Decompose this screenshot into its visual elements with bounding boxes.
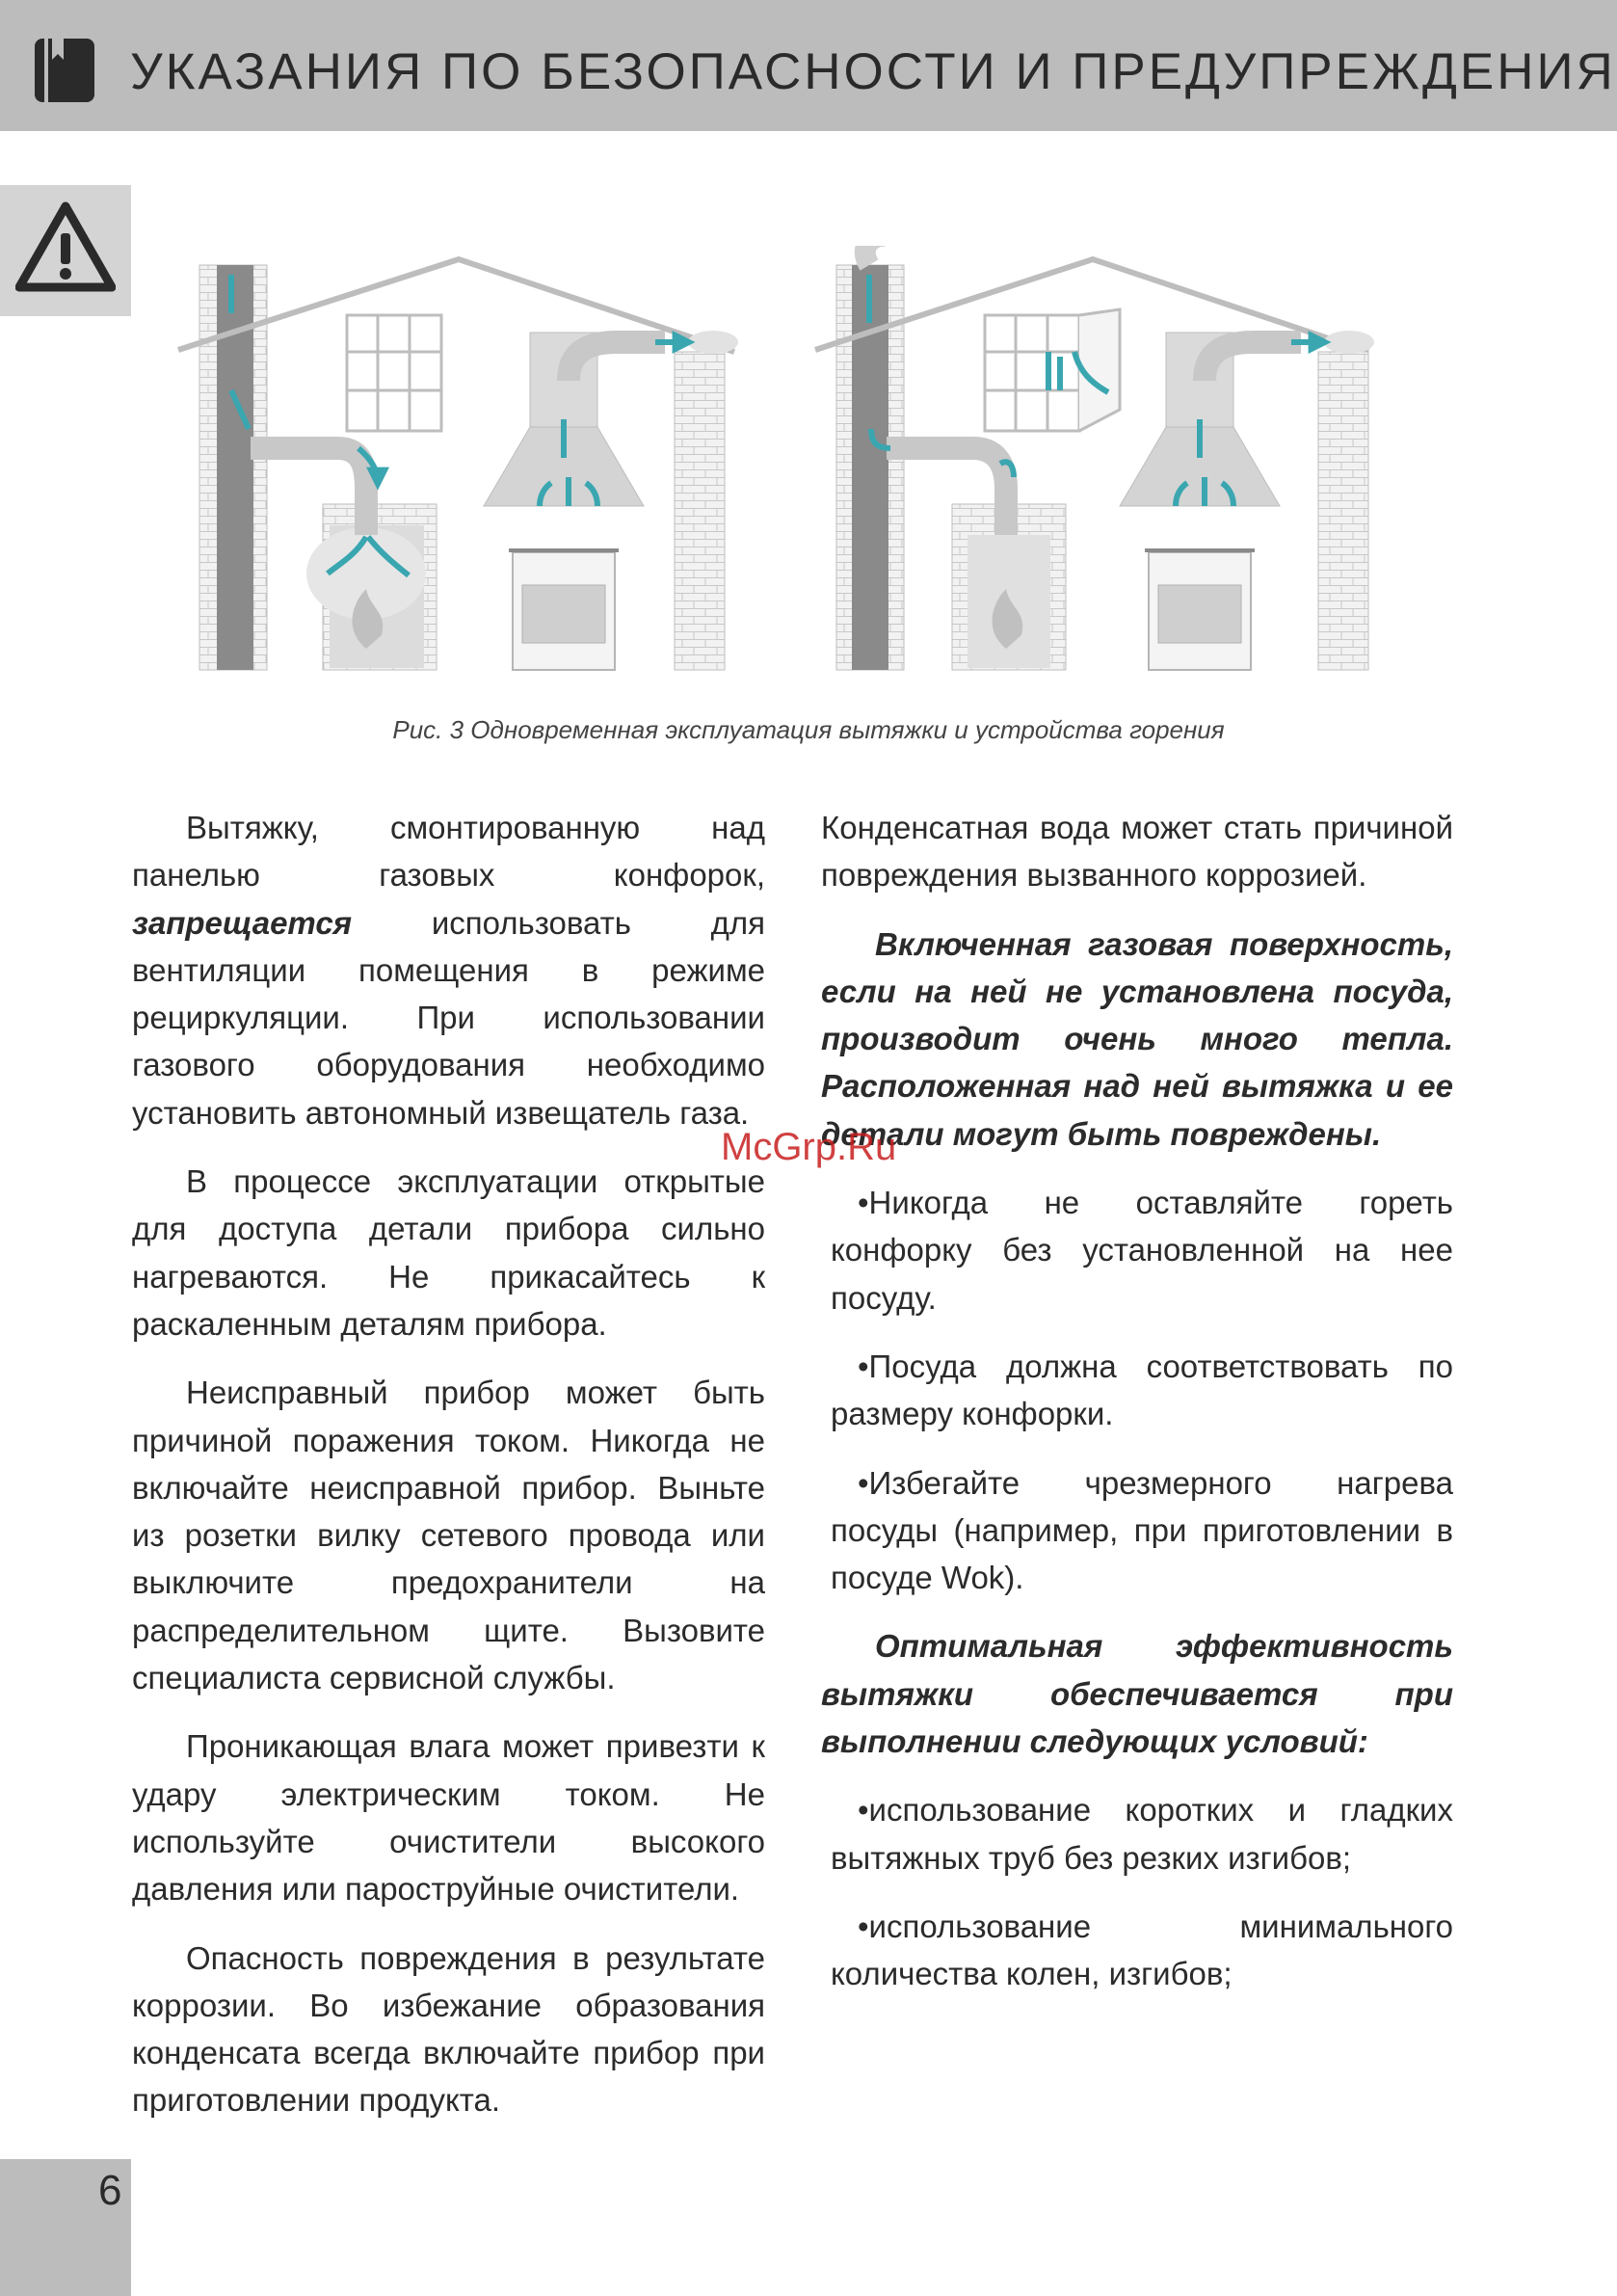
page-header — [0, 0, 1617, 131]
warning-gas-surface: Включенная газовая поверхность, если на ней не установлена посуда, производит очень много тепла. Расположенная над ней вытяжка и ее детали могут быть повреждены. — [821, 925, 1453, 1152]
paragraph-moisture: Проникающая влага может привезти к удару электрическим током. Не используйте очистители высокого давления или пароструйные очистители. — [132, 1728, 765, 1908]
book-icon — [33, 37, 96, 104]
right-column — [821, 804, 1453, 2019]
bullet-item: •Никогда не оставляйте гореть конфорку без установленной на нее посуду. — [831, 1185, 1453, 1316]
bullet-item: •использование минимального количества колен, изгибов; — [831, 1908, 1453, 1992]
ventilation-illustration — [173, 246, 1445, 680]
warning-triangle-icon — [15, 200, 116, 293]
paragraph-condensate: Конденсатная вода может стать причиной повреждения вызванного коррозией. — [821, 810, 1453, 894]
conditions-heading: Оптимальная эффективность вытяжки обеспечивается при выполнении следующих условий: — [821, 1628, 1453, 1760]
figure-caption: Рис. 3 Одновременная эксплуатация вытяжки и устройства горения — [392, 715, 1225, 744]
warning-tab — [0, 185, 131, 316]
bullet-item: •использование коротких и гладких вытяжных труб без резких изгибов; — [831, 1792, 1453, 1876]
paragraph-faulty-device: Неисправный прибор может быть причиной поражения током. Никогда не включайте неисправной прибор. Выньте из розетки вилку сетевого провода или выключите предохранители на распределительном щите. Вызовите специалиста сервисной службы. — [132, 1375, 765, 1696]
left-column — [132, 804, 765, 2146]
watermark: McGrp.Ru — [721, 1126, 897, 1168]
paragraph-corrosion: Опасность повреждения в результате коррозии. Во избежание образования конденсата всегда включайте прибор при приготовлении продукта. — [132, 1939, 765, 2119]
house-right — [815, 246, 1374, 670]
emphasis-forbidden: запрещается — [132, 904, 353, 941]
paragraph-hot-parts: В процессе эксплуатации открытые для доступа детали прибора сильно нагреваются. Не прикасайтесь к раскаленным деталям прибора. — [132, 1163, 765, 1342]
paragraph-recirculation: Вытяжку, смонтированную над панелью газовых конфорок, запрещается использовать для вентиляции помещения в режиме рециркуляции. При использовании газового оборудования необходимо установить автономный извещатель газа. — [132, 810, 765, 1131]
bullet-item: •Избегайте чрезмерного нагрева посуды (например, при приготовлении в посуде Wok). — [831, 1464, 1453, 1596]
house-left — [178, 259, 738, 670]
page-title: УКАЗАНИЯ ПО БЕЗОПАСНОСТИ И ПРЕДУПРЕЖДЕНИЯ — [130, 43, 1616, 100]
bullet-item: •Посуда должна соответствовать по размеру конфорки. — [831, 1348, 1453, 1432]
page-number: 6 — [98, 2167, 122, 2214]
